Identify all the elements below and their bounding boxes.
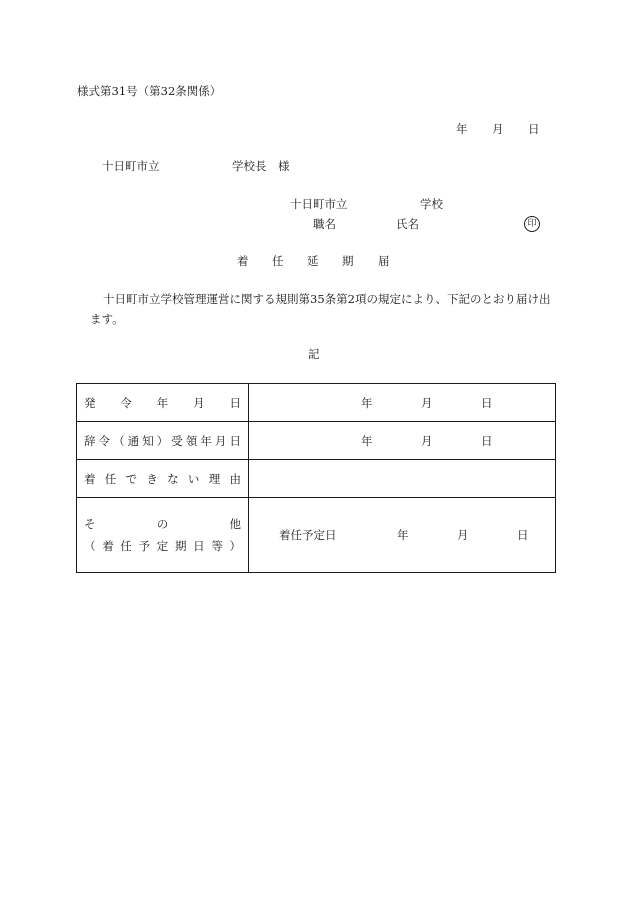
label-char: 日	[229, 395, 241, 410]
label-char: 辞	[84, 433, 96, 448]
title-char: 届	[378, 254, 390, 268]
label-char: 任	[104, 471, 117, 486]
value-day-label: 日	[481, 433, 493, 448]
label-char: 日	[193, 539, 205, 553]
label-char: 理	[208, 471, 221, 486]
row-value[interactable]	[249, 460, 556, 498]
label-char: ）	[229, 539, 241, 553]
value-month-label: 月	[421, 433, 433, 448]
row-value[interactable]	[249, 498, 556, 573]
label-char: そ	[84, 517, 96, 531]
sender-school-suffix: 学校	[420, 197, 443, 211]
label-char: 受	[171, 433, 183, 448]
table-row	[77, 384, 556, 422]
label-char: 等	[211, 539, 223, 553]
label-char: 発	[84, 395, 96, 410]
label-char: 期	[174, 539, 187, 553]
title-char: 任	[272, 254, 284, 268]
label-char: 着	[102, 539, 114, 553]
label-char: 予	[138, 539, 151, 553]
value-day-label: 日	[517, 528, 529, 542]
row-label	[77, 498, 249, 573]
label-char: な	[167, 471, 179, 486]
value-year-label: 年	[361, 395, 373, 410]
sender-position-label: 職名	[313, 217, 336, 231]
label-char: （	[113, 433, 125, 448]
label-char: 令	[120, 395, 132, 410]
row-label	[77, 384, 249, 422]
label-char: 着	[84, 471, 96, 486]
label-char: （	[84, 539, 96, 553]
label-char: 年	[200, 433, 212, 448]
body-text-line2: ます。	[90, 312, 124, 326]
label-char: 月	[214, 433, 227, 448]
value-month-label: 月	[421, 395, 433, 410]
table-row	[77, 498, 556, 573]
addressee-prefix: 十日町市立	[102, 159, 160, 173]
label-char: 令	[98, 433, 111, 448]
label-char: 知	[142, 433, 154, 448]
ki-heading: 記	[308, 347, 320, 361]
sender-school-prefix: 十日町市立	[290, 197, 348, 211]
body-text-line1: 十日町市立学校管理運営に関する規則第35条第2項の規定により、下記のとおり届け出	[103, 292, 551, 306]
scheduled-date-label: 着任予定日	[279, 528, 337, 542]
label-char: の	[156, 517, 169, 531]
value-year-label: 年	[397, 528, 409, 542]
notice-table	[76, 383, 556, 573]
row-value[interactable]	[249, 384, 556, 422]
row-label	[77, 422, 249, 460]
form-number: 様式第31号（第32条関係）	[77, 84, 222, 98]
addressee-title: 学校長	[232, 159, 267, 173]
sender-name-label: 氏名	[396, 217, 419, 231]
date-month-label: 月	[492, 122, 504, 136]
value-year-label: 年	[361, 433, 373, 448]
row-label	[77, 460, 249, 498]
date-year-label: 年	[456, 122, 468, 136]
label-char: 定	[156, 539, 169, 553]
value-day-label: 日	[481, 395, 493, 410]
value-month-label: 月	[457, 528, 469, 542]
title-char: 着	[237, 254, 249, 268]
title-char: 延	[307, 254, 319, 268]
title-char: 期	[342, 254, 354, 268]
label-char: 通	[127, 433, 140, 448]
label-char: ）	[156, 433, 169, 448]
label-char: き	[146, 471, 158, 486]
label-char: 由	[229, 471, 241, 486]
label-char: 年	[156, 395, 169, 410]
table-row	[77, 422, 556, 460]
label-char: 日	[229, 433, 241, 448]
seal-mark: 印	[524, 216, 540, 232]
row-value[interactable]	[249, 422, 556, 460]
label-char: 領	[185, 433, 198, 448]
table-row	[77, 460, 556, 498]
label-char: 他	[229, 517, 241, 531]
label-char: 任	[120, 539, 132, 553]
date-day-label: 日	[528, 122, 540, 136]
addressee-honorific: 様	[278, 159, 290, 173]
label-char: で	[125, 471, 138, 486]
label-char: い	[187, 471, 200, 486]
label-char: 月	[193, 395, 205, 410]
